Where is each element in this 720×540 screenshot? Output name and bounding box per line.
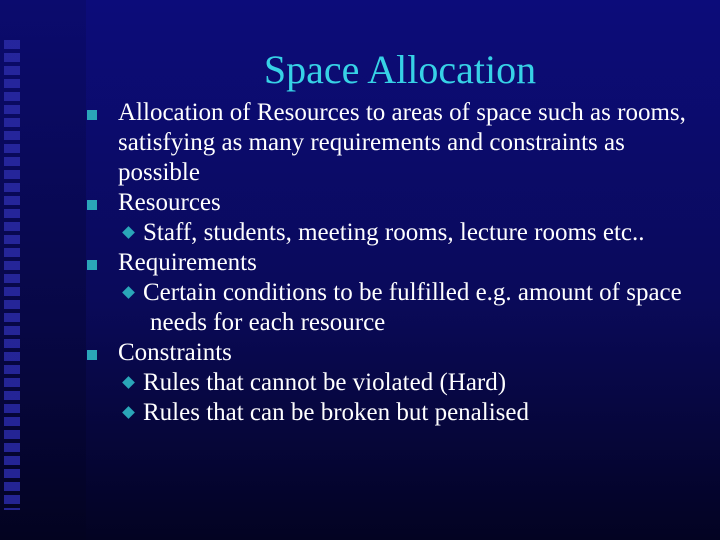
bullet-item [118,338,698,428]
bullet-item [118,248,698,338]
sub-bullet-item [118,218,698,248]
diamond-bullet-icon [122,286,135,299]
sub-bullet-item [118,398,698,428]
decorative-square-column [4,40,20,510]
sub-bullet-text: Staff, students, meeting rooms, lecture rooms etc.. [143,219,645,246]
bullet-text: Requirements [118,249,257,276]
square-bullet-icon [87,200,97,210]
square-bullet-icon [87,260,97,270]
bullet-item [118,188,698,248]
sub-bullet-item [118,368,698,398]
square-bullet-icon [87,110,97,120]
sub-bullet-item [118,278,698,338]
diamond-bullet-icon [122,406,135,419]
decorative-side-strip [0,0,86,540]
diamond-bullet-icon [122,226,135,239]
bullet-text: Constraints [118,339,232,366]
bullet-text: Allocation of Resources to areas of space such as rooms, satisfying as many requirements and constraints as possible [118,99,686,186]
square-bullet-icon [87,350,97,360]
bullet-item [118,98,698,188]
bullet-text: Resources [118,189,221,216]
bullet-list [118,98,698,428]
diamond-bullet-icon [122,376,135,389]
slide-title: Space Allocation [263,47,537,92]
sub-bullet-text: Rules that can be broken but penalised [143,399,529,426]
sub-bullet-text: Certain conditions to be fulfilled e.g. amount of space needs for each resource [143,279,682,336]
sub-bullet-text: Rules that cannot be violated (Hard) [143,369,507,396]
